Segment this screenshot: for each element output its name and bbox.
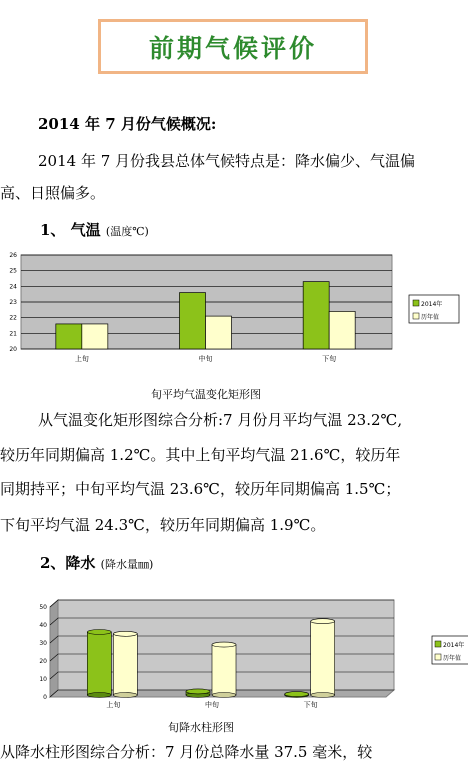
chart1-legend-swatch [413, 313, 419, 319]
chart1-bar-hist [329, 311, 355, 349]
summary-line-1: 2014 年 7 月份我县总体气候特点是：降水偏少、气温偏 [38, 152, 416, 170]
chart1-bar-2014 [56, 324, 82, 349]
chart1-legend-label: 2014年 [421, 301, 443, 308]
chart1-x-tick-label: 上旬 [74, 355, 89, 363]
temp-analysis-line-4: 下旬平均气温 24.3℃，较历年同期偏高 1.9℃。 [0, 516, 326, 534]
chart1-y-tick-label: 21 [9, 330, 17, 338]
chart2-y-tick-label: 40 [39, 622, 47, 629]
chart2-y-tick-label: 0 [43, 694, 47, 701]
section-temperature-title: 1、 气温 [40, 221, 101, 239]
summary-heading: 2014 年 7 月份气候概况: [38, 115, 217, 133]
chart1-legend-swatch [413, 300, 419, 306]
temperature-chart-caption: 旬平均气温变化矩形图 [151, 388, 261, 401]
section-precip-heading [40, 553, 153, 575]
page-title: 前期气候评价 [148, 33, 317, 63]
chart2-legend-label: 历年值 [443, 655, 462, 662]
precip-analysis-line-1: 从降水柱形图综合分析：7 月份总降水量 37.5 毫米，较 [0, 743, 373, 761]
page-title-box [98, 19, 368, 74]
temp-analysis-line-3: 同期持平；中旬平均气温 23.6℃，较历年同期偏高 1.5℃； [0, 480, 401, 498]
chart2-bar-2014 [87, 630, 111, 698]
chart1-y-tick-label: 20 [9, 346, 17, 353]
chart1-x-tick-label: 下旬 [322, 355, 337, 363]
chart1-bar-hist [82, 324, 108, 349]
chart2-bar-2014 [285, 692, 309, 698]
chart2-y-tick-label: 30 [39, 640, 47, 647]
chart2-y-tick-label: 20 [39, 658, 47, 665]
section-temperature-unit: (温度℃) [105, 225, 149, 238]
chart1-y-tick-label: 23 [9, 299, 17, 306]
chart2-bar-2014 [186, 689, 210, 698]
chart2-legend [432, 636, 468, 664]
chart2-legend-label: 2014年 [443, 642, 465, 649]
precipitation-chart [0, 590, 468, 710]
temp-analysis-line-1: 从气温变化矩形图综合分析:7 月份月平均气温 23.2℃, [38, 411, 403, 429]
chart2-y-tick-label: 50 [39, 604, 47, 611]
chart2-legend-swatch [435, 654, 441, 660]
chart1-legend [409, 295, 459, 323]
chart2-y-tick-label: 10 [39, 676, 47, 683]
chart2-x-tick-label: 下旬 [303, 701, 318, 709]
chart2-side-wall [50, 600, 58, 697]
chart1-bar-hist [206, 316, 232, 349]
chart2-bar-hist [212, 642, 236, 697]
temp-analysis-line-2: 较历年同期偏高 1.2℃。其中上旬平均气温 21.6℃，较历年 [0, 446, 401, 464]
chart1-y-tick-label: 26 [9, 252, 17, 259]
chart1-x-tick-label: 中旬 [198, 355, 213, 363]
chart1-legend-label: 历年值 [421, 314, 440, 321]
chart2-bar-hist [311, 619, 335, 698]
chart1-y-tick-label: 22 [9, 314, 17, 322]
precipitation-chart-caption: 旬降水柱形图 [168, 721, 234, 734]
chart1-bar-2014 [180, 293, 206, 349]
chart2-x-tick-label: 上旬 [106, 701, 121, 709]
chart2-x-tick-label: 中旬 [205, 701, 219, 709]
chart1-y-tick-label: 24 [9, 283, 17, 291]
chart1-bar-2014 [303, 282, 329, 349]
section-temperature-heading [40, 220, 149, 242]
temperature-chart [0, 248, 468, 373]
summary-line-2: 高、日照偏多。 [0, 184, 106, 202]
chart2-bar-hist [113, 631, 137, 697]
chart1-y-tick-label: 25 [9, 267, 17, 275]
section-precip-title: 2、降水 [40, 554, 96, 572]
section-precip-unit: (降水量㎜) [100, 558, 154, 571]
chart2-legend-swatch [435, 641, 441, 647]
